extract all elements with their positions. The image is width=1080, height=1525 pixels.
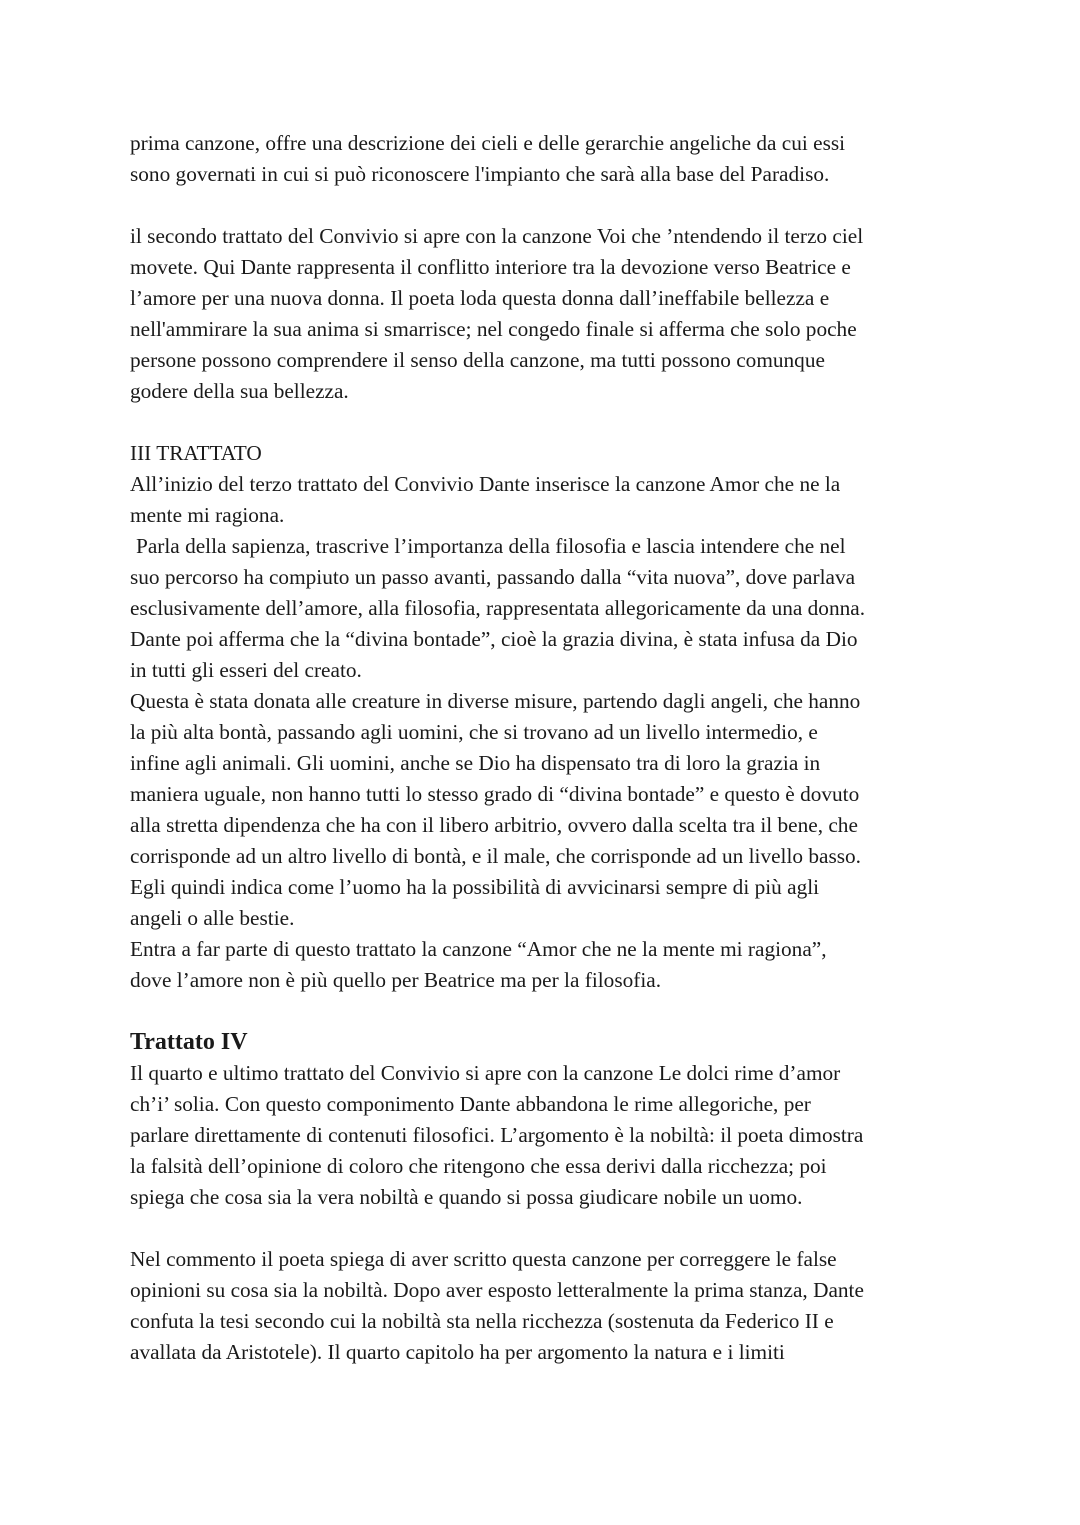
- document-page: [130, 128, 960, 1368]
- text-line: suo percorso ha compiuto un passo avanti, passando dalla “vita nuova”, dove parlava: [130, 565, 856, 589]
- text-line: Dante poi afferma che la “divina bontade”, cioè la grazia divina, è stata infusa da Dio: [130, 627, 858, 651]
- text-line: prima canzone, offre una descrizione dei cieli e delle gerarchie angeliche da cui essi: [130, 131, 846, 155]
- section-heading-bold: Trattato IV: [130, 1029, 248, 1055]
- text-line: alla stretta dipendenza che ha con il libero arbitrio, ovvero dalla scelta tra il bene, che: [130, 813, 858, 837]
- text-line: Il quarto e ultimo trattato del Convivio si apre con la canzone Le dolci rime d’amor: [130, 1061, 841, 1085]
- paragraph-secondo-trattato: [130, 221, 960, 407]
- text-line: Entra a far parte di questo trattato la canzone “Amor che ne la mente mi ragiona”,: [130, 937, 827, 961]
- text-line: Parla della sapienza, trascrive l’importanza della filosofia e lascia intendere che nel: [136, 534, 846, 558]
- text-line: esclusivamente dell’amore, alla filosofia, rappresentata allegoricamente da una donna.: [130, 596, 866, 620]
- text-line: parlare direttamente di contenuti filosofici. L’argomento è la nobiltà: il poeta dimostra: [130, 1123, 864, 1147]
- paragraph-commento: [130, 1244, 960, 1368]
- section-terzo-trattato: [130, 438, 960, 996]
- text-line: la falsità dell’opinione di coloro che ritengono che essa derivi dalla ricchezza; poi: [130, 1154, 827, 1178]
- text-line: movete. Qui Dante rappresenta il conflitto interiore tra la devozione verso Beatrice e: [130, 255, 851, 279]
- text-line: confuta la tesi secondo cui la nobiltà sta nella ricchezza (sostenuta da Federico II e: [130, 1309, 834, 1333]
- text-line: opinioni su cosa sia la nobiltà. Dopo aver esposto letteralmente la prima stanza, Dante: [130, 1278, 864, 1302]
- text-line: maniera uguale, non hanno tutti lo stesso grado di “divina bontade” e questo è dovuto: [130, 782, 860, 806]
- text-line: in tutti gli esseri del creato.: [130, 658, 362, 682]
- text-line: All’inizio del terzo trattato del Convivio Dante inserisce la canzone Amor che ne la: [130, 472, 841, 496]
- paragraph-paradiso: [130, 128, 960, 190]
- text-line: Nel commento il poeta spiega di aver scritto questa canzone per correggere le false: [130, 1247, 837, 1271]
- text-line: avallata da Aristotele). Il quarto capitolo ha per argomento la natura e i limiti: [130, 1340, 785, 1364]
- text-line: infine agli animali. Gli uomini, anche se Dio ha dispensato tra di loro la grazia in: [130, 751, 821, 775]
- text-line: angeli o alle bestie.: [130, 906, 295, 930]
- text-line: nell'ammirare la sua anima si smarrisce; nel congedo finale si afferma che solo poche: [130, 317, 857, 341]
- text-line: persone possono comprendere il senso della canzone, ma tutti possono comunque: [130, 348, 825, 372]
- text-line: spiega che cosa sia la vera nobiltà e quando si possa giudicare nobile un uomo.: [130, 1185, 803, 1209]
- text-line: Egli quindi indica come l’uomo ha la possibilità di avvicinarsi sempre di più agli: [130, 875, 820, 899]
- text-line: corrisponde ad un altro livello di bontà, e il male, che corrisponde ad un livello basso.: [130, 844, 861, 868]
- text-line: Questa è stata donata alle creature in diverse misure, partendo dagli angeli, che hanno: [130, 689, 861, 713]
- text-line: la più alta bontà, passando agli uomini, che si trovano ad un livello intermedio, e: [130, 720, 818, 744]
- text-line: il secondo trattato del Convivio si apre con la canzone Voi che ’ntendendo il terzo ciel: [130, 224, 864, 248]
- text-line: l’amore per una nuova donna. Il poeta loda questa donna dall’ineffabile bellezza e: [130, 286, 830, 310]
- section-trattato-iv: [130, 1027, 960, 1213]
- text-line: godere della sua bellezza.: [130, 379, 349, 403]
- text-line: sono governati in cui si può riconoscere l'impianto che sarà alla base del Paradiso.: [130, 162, 830, 186]
- section-heading: III TRATTATO: [130, 441, 262, 465]
- text-line: mente mi ragiona.: [130, 503, 285, 527]
- text-line: ch’i’ solia. Con questo componimento Dante abbandona le rime allegoriche, per: [130, 1092, 811, 1116]
- text-line: dove l’amore non è più quello per Beatrice ma per la filosofia.: [130, 968, 662, 992]
